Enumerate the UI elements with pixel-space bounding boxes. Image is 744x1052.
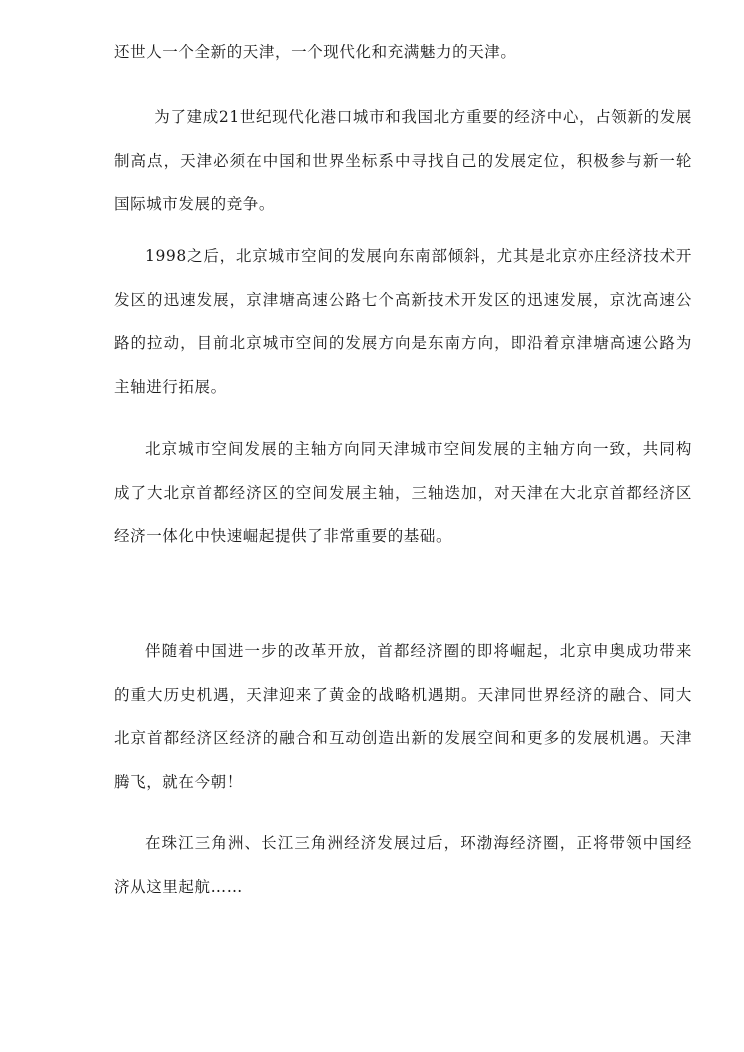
- paragraph: 还世人一个全新的天津，一个现代化和充满魅力的天津。: [114, 43, 517, 61]
- paragraph: 1998之后，北京城市空间的发展向东南部倾斜，尤其是北京亦庄经济技术开发区的迅速发展，京津塘高速公路七个高新技术开发区的迅速发展，京沈高速公路的拉动，目前北京城市空间的发展方向是东南方向，即沿着京津塘高速公路为主轴进行拓展。: [114, 247, 692, 396]
- paragraph: 伴随着中国进一步的改革开放，首都经济圈的即将崛起，北京申奥成功带来的重大历史机遇，天津迎来了黄金的战略机遇期。天津同世界经济的融合、同大北京首都经济区经济的融合和互动创造出新的发展空间和更多的发展机遇。天津腾飞，就在今朝！: [114, 642, 692, 791]
- paragraph: 为了建成21世纪现代化港口城市和我国北方重要的经济中心，占领新的发展制高点，天津必须在中国和世界坐标系中寻找自己的发展定位，积极参与新一轮国际城市发展的竞争。: [114, 108, 692, 213]
- paragraph: 在珠江三角洲、长江三角洲经济发展过后，环渤海经济圈，正将带领中国经济从这里起航……: [114, 834, 692, 896]
- paragraph: 北京城市空间发展的主轴方向同天津城市空间发展的主轴方向一致，共同构成了大北京首都经济区的空间发展主轴，三轴迭加，对天津在大北京首都经济区经济一体化中快速崛起提供了非常重要的基础。: [114, 440, 692, 545]
